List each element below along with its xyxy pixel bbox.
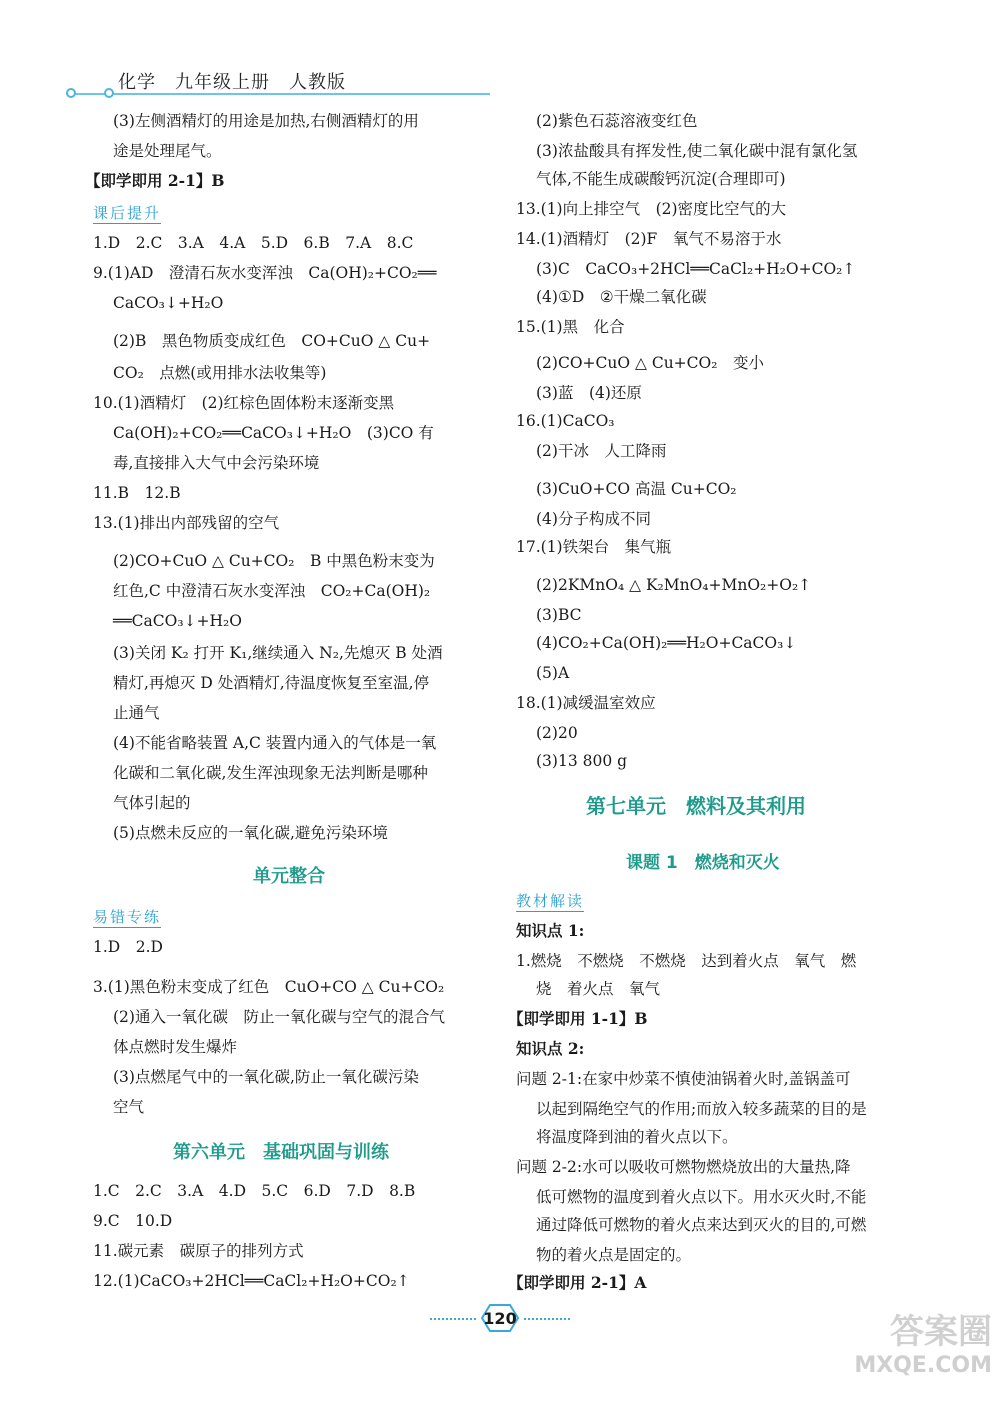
answer-line: CO₂ 点燃(或用排水法收集等) <box>113 364 327 382</box>
answer-line: 问题 2-1:在家中炒菜不慎使油锅着火时,盖锅盖可 <box>516 1070 851 1088</box>
answer-line: 3.(1)黑色粉末变成了红色 CuO+CO △ Cu+CO₂ <box>93 978 445 996</box>
answer-line: (4)CO₂+Ca(OH)₂══H₂O+CaCO₃↓ <box>536 634 797 652</box>
answer-line: 11.B 12.B <box>93 484 181 502</box>
page-header-title: 化学 九年级上册 人教版 <box>118 72 346 93</box>
answer-line: 11.碳元素 碳原子的排列方式 <box>93 1242 304 1260</box>
answer-line: (2)干冰 人工降雨 <box>536 442 667 460</box>
answer-line: 9.C 10.D <box>93 1212 173 1230</box>
answer-line: 化碳和二氧化碳,发生浑浊现象无法判断是哪种 <box>113 764 428 782</box>
answer-line: 知识点 1: <box>516 921 585 940</box>
answer-line: 气体,不能生成碳酸钙沉淀(合理即可) <box>536 170 786 188</box>
answer-line: 13.(1)排出内部残留的空气 <box>93 514 280 532</box>
answer-line: 15.(1)黑 化合 <box>516 318 625 336</box>
answer-line: (2)B 黑色物质变成红色 CO+CuO △ Cu+ <box>113 332 431 350</box>
answer-line: 毒,直接排入大气中会污染环境 <box>113 454 320 472</box>
footer-dots <box>430 1318 476 1320</box>
answer-line: 以起到隔绝空气的作用;而放入较多蔬菜的目的是 <box>536 1100 867 1118</box>
answer-line: 物的着火点是固定的。 <box>536 1246 692 1264</box>
answer-line: 问题 2-2:水可以吸收可燃物燃烧放出的大量热,降 <box>516 1158 851 1176</box>
answer-line: 途是处理尾气。 <box>113 142 222 160</box>
watermark-text: 答案圈 <box>890 1312 992 1352</box>
header-dot <box>104 88 114 98</box>
answer-line: 9.(1)AD 澄清石灰水变浑浊 Ca(OH)₂+CO₂══ <box>93 264 437 282</box>
section-title-unit-seven: 第七单元 燃料及其利用 <box>586 794 806 818</box>
answer-line: 【即学即用 1-1】B <box>508 1009 648 1028</box>
answer-line: 18.(1)减缓温室效应 <box>516 694 656 712</box>
section-title-danyuan: 单元整合 <box>253 866 325 887</box>
page-number: 120 <box>483 1309 517 1328</box>
answer-line: 红色,C 中澄清石灰水变浑浊 CO₂+Ca(OH)₂ <box>113 582 431 600</box>
answer-line: 1.C 2.C 3.A 4.D 5.C 6.D 7.D 8.B <box>93 1182 416 1200</box>
answer-line: (2)CO+CuO △ Cu+CO₂ B 中黑色粉末变为 <box>113 552 435 570</box>
answer-line: 1.D 2.D <box>93 938 163 956</box>
answer-line: 知识点 2: <box>516 1039 585 1058</box>
answer-line: (5)A <box>536 664 570 682</box>
watermark-url: MXQE.COM <box>854 1353 992 1378</box>
section-heading-jiaocai: 教材解读 <box>516 892 585 910</box>
answer-line: (4)①D ②干燥二氧化碳 <box>536 288 707 306</box>
answer-line: 通过降低可燃物的着火点来达到灭火的目的,可燃 <box>536 1216 867 1234</box>
answer-line: 【即学即用 2-1】A <box>508 1273 647 1292</box>
answer-line: 空气 <box>113 1098 145 1116</box>
answer-line: 低可燃物的温度到着火点以下。用水灭火时,不能 <box>536 1188 867 1206</box>
watermark-logo <box>822 1312 992 1388</box>
answer-line: 13.(1)向上排空气 (2)密度比空气的大 <box>516 200 787 218</box>
answer-line: 止通气 <box>113 704 160 722</box>
footer-dots <box>524 1318 570 1320</box>
answer-line: (2)通入一氧化碳 防止一氧化碳与空气的混合气 <box>113 1008 445 1026</box>
answer-line: (3)蓝 (4)还原 <box>536 384 642 402</box>
answer-line: (3)点燃尾气中的一氧化碳,防止一氧化碳污染 <box>113 1068 419 1086</box>
section-title-unit-six: 第六单元 基础巩固与训练 <box>173 1142 389 1163</box>
answer-line: 1.D 2.C 3.A 4.A 5.D 6.B 7.A 8.C <box>93 234 414 252</box>
header-rule <box>70 93 490 95</box>
answer-line: ══CaCO₃↓+H₂O <box>113 612 242 630</box>
answer-line: 17.(1)铁架台 集气瓶 <box>516 538 672 556</box>
answer-line: (2)CO+CuO △ Cu+CO₂ 变小 <box>536 354 764 372</box>
section-title-keti: 课题 1 燃烧和灭火 <box>626 853 780 873</box>
answer-line: (3)左侧酒精灯的用途是加热,右侧酒精灯的用 <box>113 112 419 130</box>
answer-line: (2)2KMnO₄ △ K₂MnO₄+MnO₂+O₂↑ <box>536 576 812 594</box>
answer-line: (3)13 800 g <box>536 752 628 770</box>
answer-line: (5)点燃未反应的一氧化碳,避免污染环境 <box>113 824 388 842</box>
answer-line: (3)C CaCO₃+2HCl══CaCl₂+H₂O+CO₂↑ <box>536 260 856 278</box>
answer-line: (3)关闭 K₂ 打开 K₁,继续通入 N₂,先熄灭 B 处酒 <box>113 644 443 662</box>
answer-line: 16.(1)CaCO₃ <box>516 412 615 430</box>
answer-line: (3)浓盐酸具有挥发性,使二氧化碳中混有氯化氢 <box>536 142 858 160</box>
section-heading-yicuo: 易错专练 <box>93 908 162 926</box>
answer-line: 精灯,再熄灭 D 处酒精灯,待温度恢复至室温,停 <box>113 674 430 692</box>
answer-line: 体点燃时发生爆炸 <box>113 1038 238 1056</box>
answer-line: 烧 着火点 氧气 <box>536 980 661 998</box>
answer-line: 气体引起的 <box>113 794 191 812</box>
answer-line: 10.(1)酒精灯 (2)红棕色固体粉末逐渐变黑 <box>93 394 395 412</box>
answer-line: (3)CuO+CO 高温 Cu+CO₂ <box>536 480 737 498</box>
answer-line: (4)不能省略装置 A,C 装置内通入的气体是一氧 <box>113 734 437 752</box>
page-number-badge <box>478 1302 522 1334</box>
answer-line: (3)BC <box>536 606 582 624</box>
answer-line: (2)紫色石蕊溶液变红色 <box>536 112 698 130</box>
header-dot <box>66 88 76 98</box>
answer-line: (4)分子构成不同 <box>536 510 651 528</box>
answer-line: Ca(OH)₂+CO₂══CaCO₃↓+H₂O (3)CO 有 <box>113 424 434 442</box>
answer-line: 1.燃烧 不燃烧 不燃烧 达到着火点 氧气 燃 <box>516 952 857 970</box>
section-heading-kehou: 课后提升 <box>93 204 162 222</box>
answer-line: 14.(1)酒精灯 (2)F 氧气不易溶于水 <box>516 230 782 248</box>
answer-line: 将温度降到油的着火点以下。 <box>536 1128 738 1146</box>
answer-line: 12.(1)CaCO₃+2HCl══CaCl₂+H₂O+CO₂↑ <box>93 1272 410 1290</box>
answer-line: 【即学即用 2-1】B <box>85 171 225 190</box>
answer-line: CaCO₃↓+H₂O <box>113 294 224 312</box>
answer-line: (2)20 <box>536 724 578 742</box>
